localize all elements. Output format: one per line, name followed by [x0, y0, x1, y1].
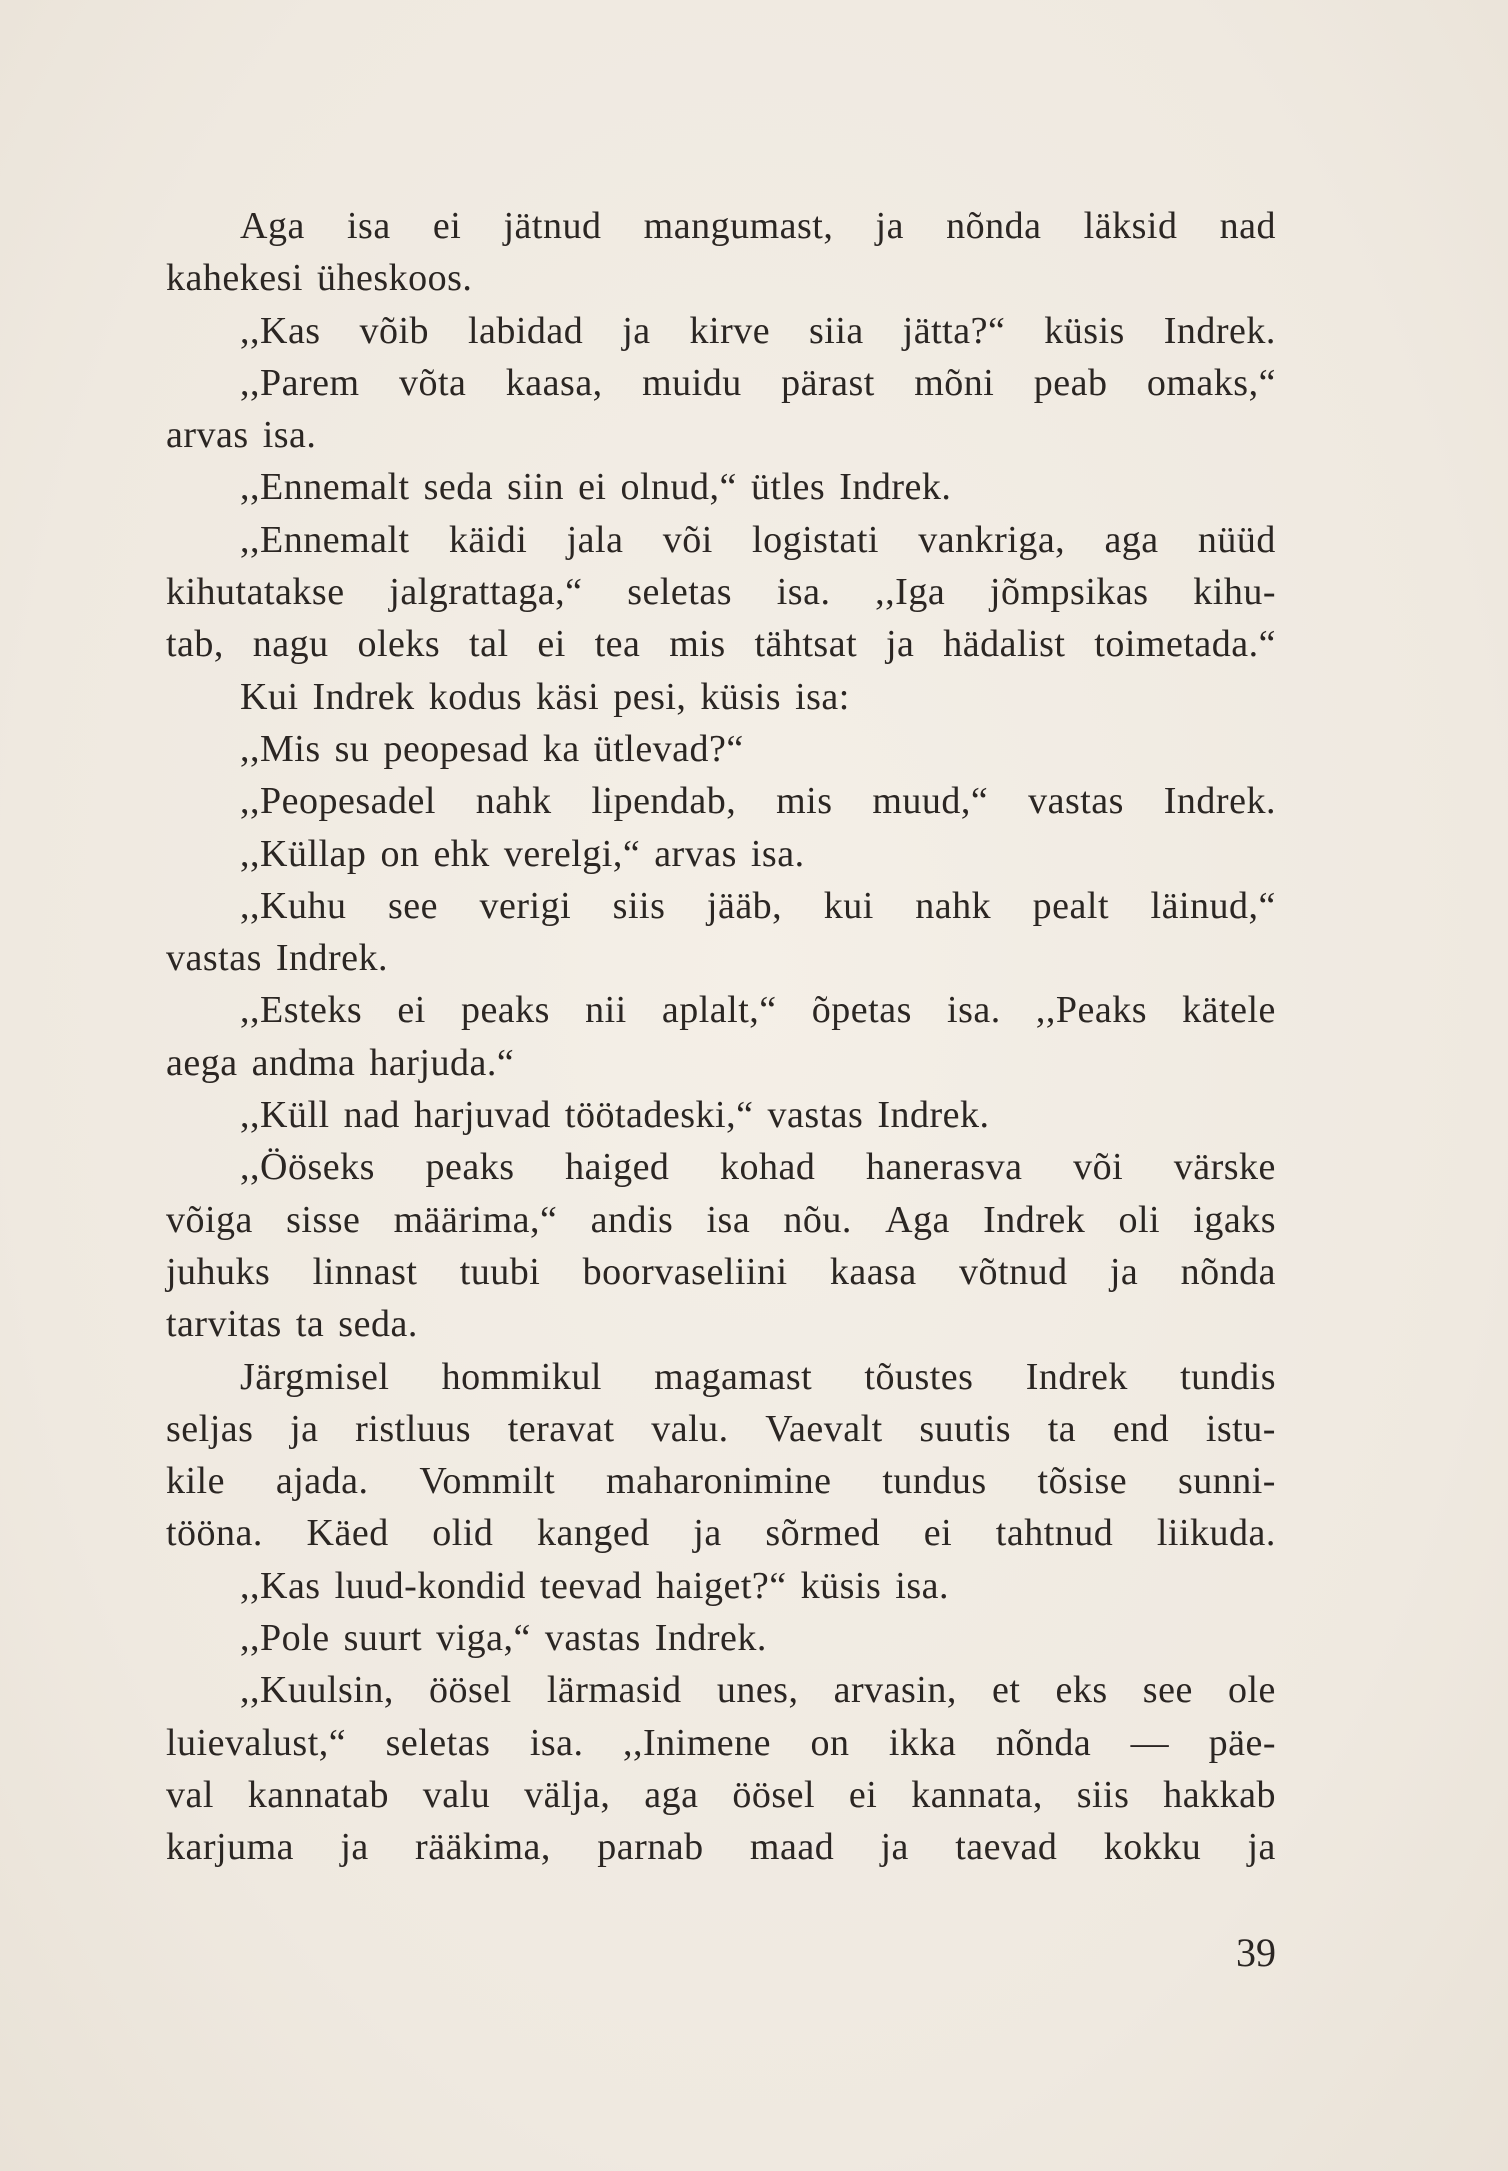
word: seletas: [385, 1721, 491, 1764]
text-line: [166, 932, 1276, 984]
word: seletas: [627, 571, 733, 614]
word: kaasa,: [505, 361, 603, 404]
word: valu.: [651, 1407, 729, 1450]
text-line: [166, 514, 1276, 566]
word: jalgrattaga,“: [389, 571, 583, 614]
word: ka: [542, 727, 580, 770]
word: isa.: [947, 989, 1001, 1032]
word: vastas: [166, 937, 262, 980]
text-line: [166, 252, 1276, 304]
word: ,,Ennemalt: [240, 518, 410, 561]
word: lipendab,: [591, 780, 737, 823]
word: isa.: [895, 1564, 949, 1607]
word: Indrek.: [654, 1617, 767, 1660]
word: Vaevalt: [765, 1407, 883, 1450]
word: ja: [875, 205, 904, 247]
word: isa.: [529, 1721, 584, 1764]
word: suutis: [919, 1407, 1012, 1450]
word: seda: [423, 466, 494, 509]
word: ,,Küll: [240, 1094, 330, 1137]
text-line: [166, 1560, 1276, 1612]
word: peaks: [425, 1146, 515, 1189]
word: kile: [166, 1460, 225, 1503]
word: Indrek.: [275, 937, 389, 980]
word: mis: [776, 780, 833, 823]
text-line: [166, 1612, 1276, 1664]
word: isa.: [262, 414, 317, 457]
word: võib: [359, 309, 430, 352]
word: ,,Inimene: [623, 1721, 772, 1764]
word: maad: [749, 1826, 835, 1869]
word: istu-: [1205, 1407, 1276, 1450]
word: päe-: [1208, 1721, 1276, 1764]
word: nahk: [475, 780, 552, 823]
word: seljas: [166, 1407, 254, 1450]
text-line: [166, 1769, 1276, 1821]
word: nad: [343, 1094, 400, 1137]
word: tarvitas: [166, 1303, 282, 1346]
word: ja: [622, 309, 651, 352]
word: oli: [1118, 1198, 1161, 1241]
text-line: [166, 200, 1276, 252]
word: tal: [469, 623, 509, 666]
word: mõni: [914, 361, 995, 404]
word: pesi,: [613, 675, 687, 718]
word: seda.: [338, 1303, 418, 1346]
word: ehk: [433, 832, 490, 875]
text-line: [166, 618, 1276, 670]
word: Indrek: [1025, 1355, 1128, 1398]
word: ole: [1227, 1669, 1276, 1712]
text-line: [166, 1089, 1276, 1141]
word: vastas: [544, 1617, 641, 1660]
word: töötadeski,“: [564, 1094, 754, 1137]
word: omaks,“: [1146, 361, 1276, 404]
word: sisse: [286, 1198, 361, 1241]
word: ei: [578, 466, 607, 509]
word: linnast: [312, 1250, 418, 1293]
word: tea: [594, 623, 641, 666]
word: olid: [432, 1512, 494, 1555]
word: andma: [251, 1041, 356, 1084]
word: ütlevad?“: [593, 727, 744, 770]
word: et: [991, 1669, 1021, 1712]
word: luievalust,“: [166, 1721, 347, 1764]
word: verelgi,“: [503, 832, 641, 875]
word: värske: [1173, 1146, 1276, 1189]
word: tõustes: [864, 1355, 974, 1398]
word: ,,Kuhu: [240, 884, 347, 927]
word: ja: [1109, 1250, 1139, 1293]
word: käidi: [448, 518, 528, 561]
word: harjuda.“: [369, 1041, 515, 1084]
word: peab: [1033, 361, 1108, 404]
word: määrima,“: [393, 1198, 558, 1241]
word: kannatab: [247, 1773, 389, 1816]
word: üheskoos.: [316, 257, 473, 300]
word: ta: [295, 1303, 325, 1346]
word: aplalt,“: [661, 989, 777, 1032]
word: liikuda.: [1156, 1512, 1276, 1555]
word: peaks: [460, 989, 550, 1032]
word: käsi: [535, 675, 600, 718]
word: taevad: [955, 1826, 1058, 1869]
word: oleks: [357, 623, 441, 666]
word: Järgmisel: [240, 1355, 390, 1398]
word: või: [1073, 1146, 1124, 1189]
word: su: [334, 727, 370, 770]
word: parnab: [597, 1826, 704, 1869]
word: ta: [1047, 1407, 1077, 1450]
word: arvas: [166, 414, 249, 457]
text-line: [166, 880, 1276, 932]
word: tähtsat: [754, 623, 858, 666]
word: labidad: [467, 309, 584, 352]
word: küsis: [1044, 309, 1125, 352]
word: isa:: [795, 675, 850, 718]
word: pärast: [781, 361, 875, 404]
word: maharonimine: [606, 1460, 832, 1503]
word: hommikul: [441, 1355, 602, 1398]
word: võta: [398, 361, 467, 404]
text-line: [166, 984, 1276, 1036]
word: kokku: [1103, 1826, 1202, 1869]
word: Käed: [306, 1512, 389, 1555]
word: see: [387, 884, 438, 927]
text-line: [166, 1455, 1276, 1507]
word: isa.: [776, 571, 831, 614]
word: jätnud: [503, 205, 602, 247]
word: peopesad: [383, 727, 529, 770]
word: jääb,: [706, 884, 783, 927]
word: kanged: [536, 1512, 650, 1555]
word: kodus: [428, 675, 522, 718]
word: nõnda: [995, 1721, 1092, 1764]
word: läksid: [1083, 205, 1178, 247]
word: ,,Kas: [240, 1564, 321, 1607]
word: tuubi: [459, 1250, 541, 1293]
word: end: [1112, 1407, 1170, 1450]
word: eks: [1055, 1669, 1108, 1712]
text-line: [166, 305, 1276, 357]
word: tööna.: [166, 1512, 263, 1555]
word: luud-kondid: [334, 1564, 526, 1607]
word: kui: [823, 884, 874, 927]
word: suurt: [343, 1617, 423, 1660]
word: kannata,: [911, 1773, 1043, 1816]
word: Indrek.: [877, 1094, 990, 1137]
word: tundis: [1180, 1355, 1276, 1398]
word: nagu: [252, 623, 329, 666]
word: haiget?“: [656, 1564, 787, 1607]
word: kohad: [720, 1146, 816, 1189]
word: unes,: [716, 1669, 799, 1712]
word: kihutatakse: [166, 571, 345, 614]
word: see: [1142, 1669, 1193, 1712]
word: haiged: [565, 1146, 670, 1189]
word: kirve: [689, 309, 771, 352]
text-line: [166, 1037, 1276, 1089]
word: pealt: [1032, 884, 1110, 927]
word: tahtnud: [995, 1512, 1114, 1555]
word: tundus: [882, 1460, 987, 1503]
word: lärmasid: [546, 1669, 682, 1712]
word: vastas: [1028, 780, 1124, 823]
word: verigi: [479, 884, 572, 927]
text-line: [166, 1194, 1276, 1246]
text-line: [166, 461, 1276, 513]
word: aga: [1104, 518, 1159, 561]
text-line: [166, 828, 1276, 880]
word: Kui: [240, 675, 299, 718]
word: magamast: [654, 1355, 813, 1398]
word: siia: [809, 309, 864, 352]
text-line: [166, 409, 1276, 461]
word: võiga: [166, 1198, 253, 1241]
word: ,,Küllap: [240, 832, 367, 875]
word: Indrek: [983, 1198, 1086, 1241]
word: karjuma: [166, 1826, 295, 1869]
word: kahekesi: [166, 257, 303, 300]
word: ,,Iga: [875, 571, 946, 614]
word: on: [380, 832, 420, 875]
word: jala: [566, 518, 624, 561]
word: ja: [290, 1407, 319, 1450]
word: juhuks: [166, 1250, 271, 1293]
word: on: [810, 1721, 850, 1764]
word: sõrmed: [765, 1512, 881, 1555]
word: öösel: [428, 1669, 512, 1712]
word: siis: [1076, 1773, 1130, 1816]
word: ,,Mis: [240, 727, 321, 770]
word: nõnda: [946, 205, 1042, 247]
word: isa: [706, 1198, 751, 1241]
word: toimetada.“: [1094, 623, 1276, 666]
page-number: 39: [1236, 1930, 1276, 1975]
word: ristluus: [355, 1407, 472, 1450]
word: ei: [537, 623, 566, 666]
word: ei: [397, 989, 426, 1032]
word: küsis: [800, 1564, 882, 1607]
text-line: [166, 357, 1276, 409]
word: siin: [507, 466, 565, 509]
word: Indrek: [312, 675, 415, 718]
text-line: [166, 1821, 1276, 1873]
word: mis: [669, 623, 726, 666]
word: ei: [848, 1773, 878, 1816]
text-line: [166, 566, 1276, 618]
word: isa.: [750, 832, 805, 875]
word: harjuvad: [413, 1094, 551, 1137]
word: ,,Esteks: [240, 989, 363, 1032]
word: andis: [590, 1198, 674, 1241]
text-line: [166, 1664, 1276, 1716]
word: sunni-: [1177, 1460, 1276, 1503]
word: kätele: [1182, 989, 1276, 1032]
text-line: [166, 775, 1276, 827]
word: öösel: [732, 1773, 816, 1816]
word: ajada.: [275, 1460, 369, 1503]
word: nad: [1219, 205, 1276, 247]
word: ütles: [750, 466, 826, 509]
word: ,,Pole: [240, 1617, 330, 1660]
word: teevad: [539, 1564, 643, 1607]
word: ei: [923, 1512, 953, 1555]
word: ,,Peaks: [1035, 989, 1148, 1032]
word: nüüd: [1197, 518, 1276, 561]
word: nii: [585, 989, 627, 1032]
word: Indrek.: [839, 466, 952, 509]
word: jätta?“: [902, 309, 1006, 352]
word: tab,: [166, 623, 224, 666]
word: ei: [432, 205, 462, 247]
word: siis: [612, 884, 666, 927]
word: —: [1130, 1721, 1170, 1764]
word: arvasin,: [833, 1669, 957, 1712]
word: vankriga,: [918, 518, 1066, 561]
word: ja: [880, 1826, 909, 1869]
word: võtnud: [959, 1250, 1068, 1293]
word: arvas: [654, 832, 737, 875]
word: aga: [644, 1773, 699, 1816]
word: ja: [1247, 1826, 1276, 1869]
word: õpetas: [811, 989, 912, 1032]
word: Aga: [885, 1198, 950, 1241]
text-line: [166, 1717, 1276, 1769]
word: kihu-: [1193, 571, 1276, 614]
text-line: [166, 1351, 1276, 1403]
word: logistati: [752, 518, 879, 561]
word: viga,“: [436, 1617, 531, 1660]
word: ja: [693, 1512, 722, 1555]
word: Indrek.: [1163, 309, 1276, 352]
word: nahk: [915, 884, 992, 927]
word: olnud,“: [620, 466, 737, 509]
word: välja,: [524, 1773, 611, 1816]
word: läinud,“: [1150, 884, 1276, 927]
word: igaks: [1193, 1198, 1276, 1241]
word: muidu: [642, 361, 742, 404]
body-text: [166, 200, 1276, 1874]
text-line: [166, 671, 1276, 723]
word: valu: [422, 1773, 491, 1816]
word: ja: [885, 623, 915, 666]
word: või: [662, 518, 713, 561]
text-line: [166, 1246, 1276, 1298]
word: ,,Peopesadel: [240, 780, 436, 823]
word: ja: [340, 1826, 369, 1869]
word: nõnda: [1180, 1250, 1276, 1293]
text-line: [166, 1141, 1276, 1193]
word: ,,Ennemalt: [240, 466, 410, 509]
word: vastas: [767, 1094, 864, 1137]
word: jõmpsikas: [989, 571, 1149, 614]
word: teravat: [507, 1407, 615, 1450]
word: Indrek.: [1163, 780, 1276, 823]
word: ,,Kas: [240, 309, 321, 352]
text-line: [166, 723, 1276, 775]
word: hakkab: [1163, 1773, 1276, 1816]
word: aega: [166, 1041, 238, 1084]
word: rääkima,: [415, 1826, 551, 1869]
word: hanerasva: [866, 1146, 1023, 1189]
word: val: [166, 1773, 214, 1816]
word: mangumast,: [643, 205, 834, 247]
word: ,,Kuulsin,: [240, 1669, 394, 1712]
word: muud,“: [872, 780, 989, 823]
text-line: [166, 1507, 1276, 1559]
text-line: [166, 1298, 1276, 1350]
word: nõu.: [783, 1198, 852, 1241]
word: tõsise: [1037, 1460, 1128, 1503]
word: ,,Ööseks: [240, 1146, 375, 1189]
word: ,,Parem: [240, 361, 360, 404]
word: Vommilt: [419, 1460, 556, 1503]
word: ikka: [888, 1721, 957, 1764]
word: hädalist: [943, 623, 1066, 666]
word: kaasa: [829, 1250, 917, 1293]
text-line: [166, 1403, 1276, 1455]
word: isa: [346, 205, 391, 247]
word: küsis: [700, 675, 782, 718]
word: Aga: [240, 205, 305, 247]
word: boorvaseliini: [582, 1250, 788, 1293]
